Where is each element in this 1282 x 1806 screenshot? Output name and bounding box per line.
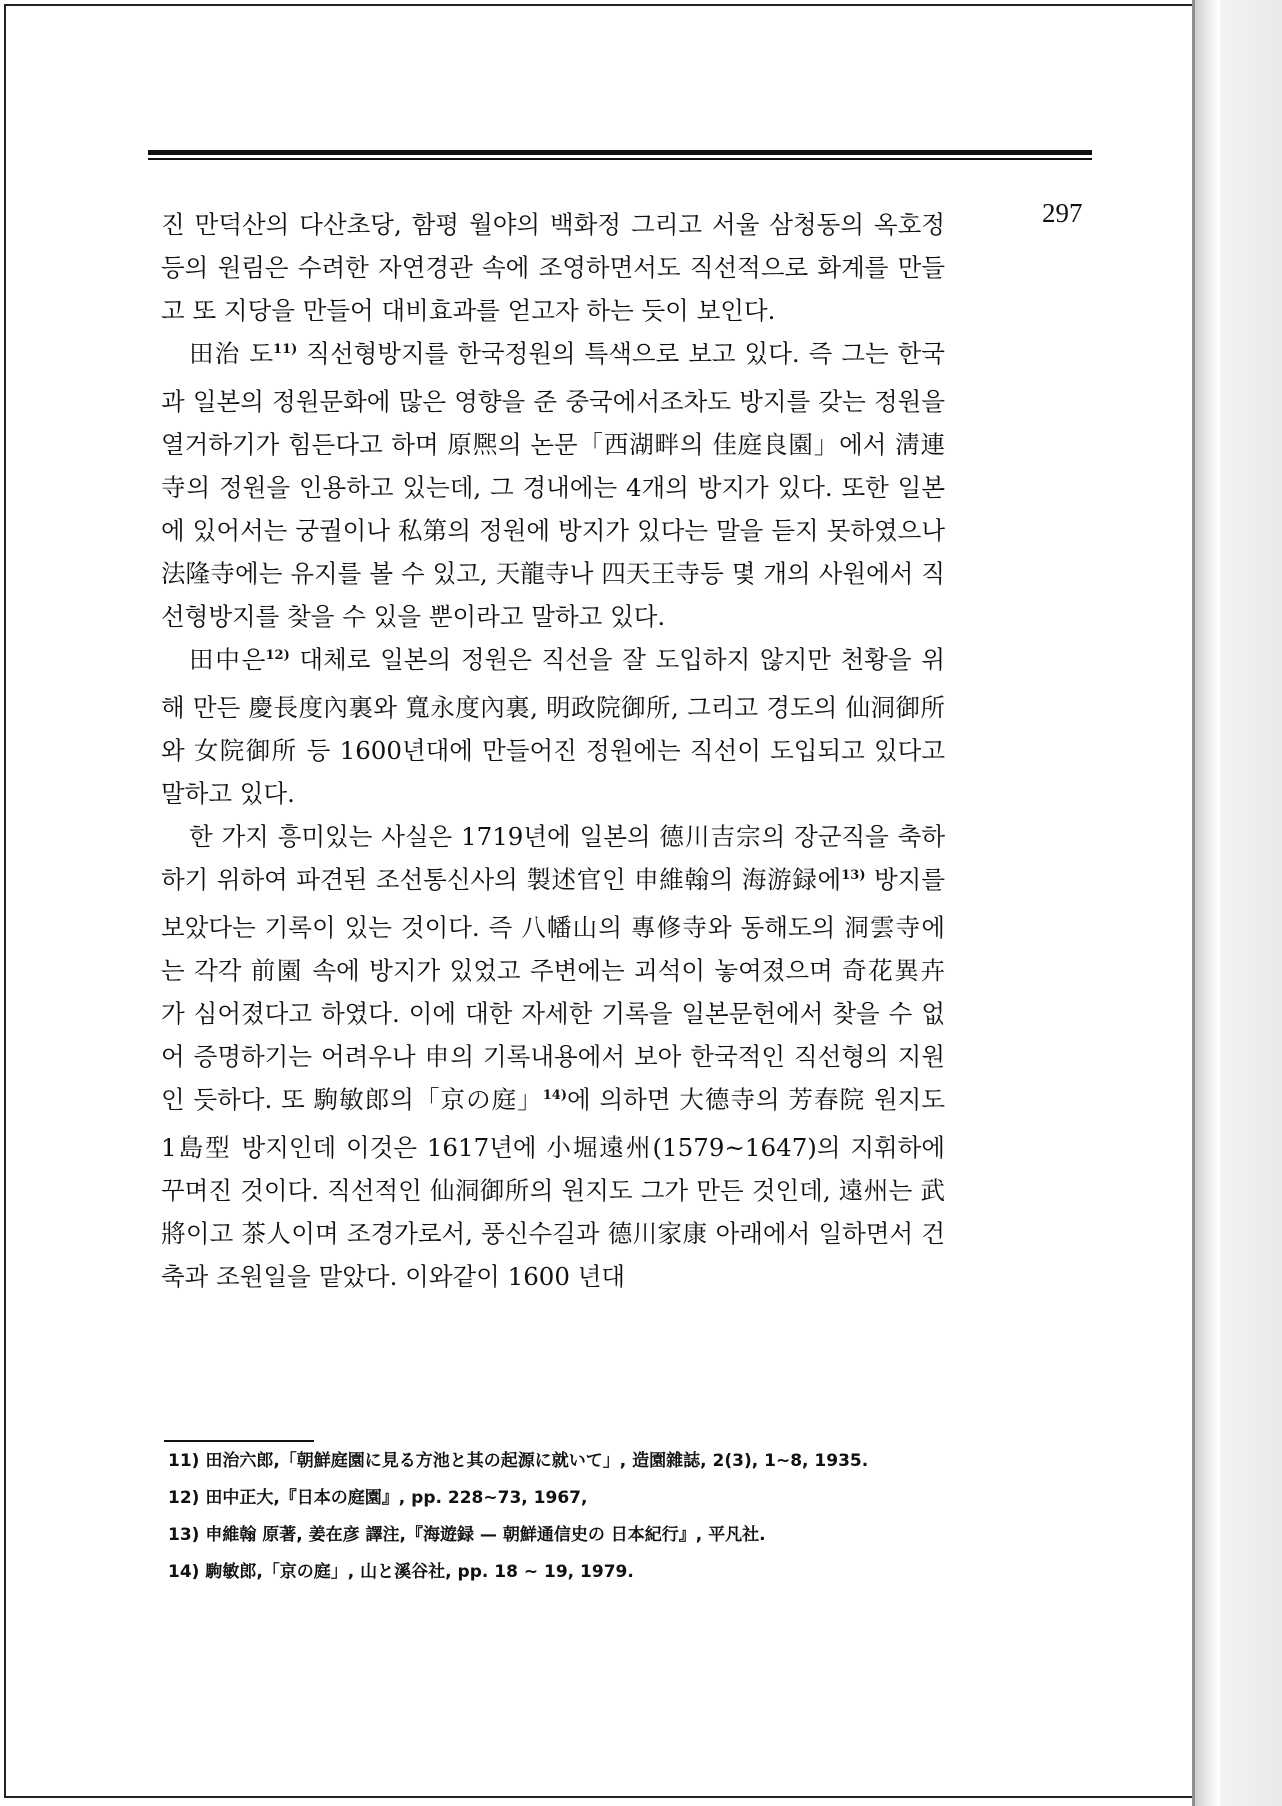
- paragraph-text: 한 가지 흥미있는 사실은 1719년에 일본의 德川吉宗의 장군직을 축하하기 위하여 파견된 조선통신사의 製述官인 申維翰의 海游録에: [161, 822, 945, 894]
- footnotes: [168, 1443, 948, 1591]
- footnote: 11) 田治六郎,「朝鮮庭園に見る方池と其の起源に就いて」, 造園雜誌, 2(3), 1~8, 1935.: [168, 1451, 869, 1471]
- paragraph: [161, 638, 945, 815]
- footnote-reference: 12): [265, 648, 290, 663]
- footnote-reference: 11): [273, 342, 298, 357]
- paragraph-text: 田治 도: [189, 339, 274, 368]
- footnote: 13) 申維翰 原著, 姜在彦 譯注,『海遊録 — 朝鮮通信史の 日本紀行』, 平凡社.: [168, 1525, 766, 1545]
- page-edge-fold: [1192, 0, 1220, 1806]
- footnote-reference: 13): [841, 868, 866, 883]
- header-rule-thin: [148, 158, 1092, 160]
- paragraph-text: 진 만덕산의 다산초당, 함평 월야의 백화정 그리고 서울 삼청동의 옥호정 등의 원림은 수려한 자연경관 속에 조영하면서도 직선적으로 화계를 만들고 또 지당을 만들어 대비효과를 얻고자 하는 듯이 보인다.: [161, 210, 945, 325]
- body-text: [161, 203, 945, 1298]
- paragraph: [161, 815, 945, 1298]
- page-margin-shade: [1220, 0, 1282, 1806]
- footnote-reference: 14): [542, 1088, 567, 1103]
- footnote: 14) 駒敏郎,「京の庭」, 山と溪谷社, pp. 18 ~ 19, 1979.: [168, 1562, 634, 1582]
- paragraph-text: 田中은: [189, 645, 266, 674]
- paragraph-text: 방지를 보았다는 기록이 있는 것이다. 즉 八幡山의 專修寺와 동해도의 洞雲寺에는 각각 前園 속에 방지가 있었고 주변에는 괴석이 놓여졌으며 奇花異卉가 심어졌다고 하였다. 이에 대한 자세한 기록을 일본문헌에서 찾을 수 없어 증명하기는 어려우나 申의 기록내용에서 보아 한국적인 직선형의 지원인 듯하다. 또 駒敏郎의「京の庭」: [161, 865, 945, 1114]
- paragraph-text: 에 의하면 大德寺의 芳春院 원지도 1島型 방지인데 이것은 1617년에 小堀遠州(1579~1647)의 지휘하에 꾸며진 것이다. 직선적인 仙洞御所의 원지도 그가 만든 것인데, 遠州는 武將이고 茶人이며 조경가로서, 풍신수길과 德川家康 아래에서 일하면서 건축과 조원일을 맡았다. 이와같이 1600 년대: [161, 1085, 946, 1291]
- paragraph-text: 대체로 일본의 정원은 직선을 잘 도입하지 않지만 천황을 위해 만든 慶長度內裏와 寬永度內裏, 明政院御所, 그리고 경도의 仙洞御所와 女院御所 등 1600년대에 만들어진 정원에는 직선이 도입되고 있다고 말하고 있다.: [161, 645, 945, 808]
- paragraph: [161, 332, 945, 638]
- paragraph: [161, 203, 945, 332]
- footnote: 12) 田中正大,『日本の庭園』, pp. 228~73, 1967,: [168, 1488, 588, 1508]
- footnote-divider: [164, 1440, 314, 1442]
- paragraph-text: 직선형방지를 한국정원의 특색으로 보고 있다. 즉 그는 한국과 일본의 정원문화에 많은 영향을 준 중국에서조차도 방지를 갖는 정원을 열거하기가 힘든다고 하며 原熈의 논문「西湖畔의 佳庭良園」에서 淸連寺의 정원을 인용하고 있는데, 그 경내에는 4개의 방지가 있다. 또한 일본에 있어서는 궁궐이나 私第의 정원에 방지가 있다는 말을 듣지 못하였으나 法隆寺에는 유지를 볼 수 있고, 天龍寺나 四天王寺등 몇 개의 사원에서 직선형방지를 찾을 수 있을 뿐이라고 말하고 있다.: [161, 339, 945, 631]
- page-number: 297: [1042, 198, 1083, 228]
- header-rule: [148, 150, 1092, 155]
